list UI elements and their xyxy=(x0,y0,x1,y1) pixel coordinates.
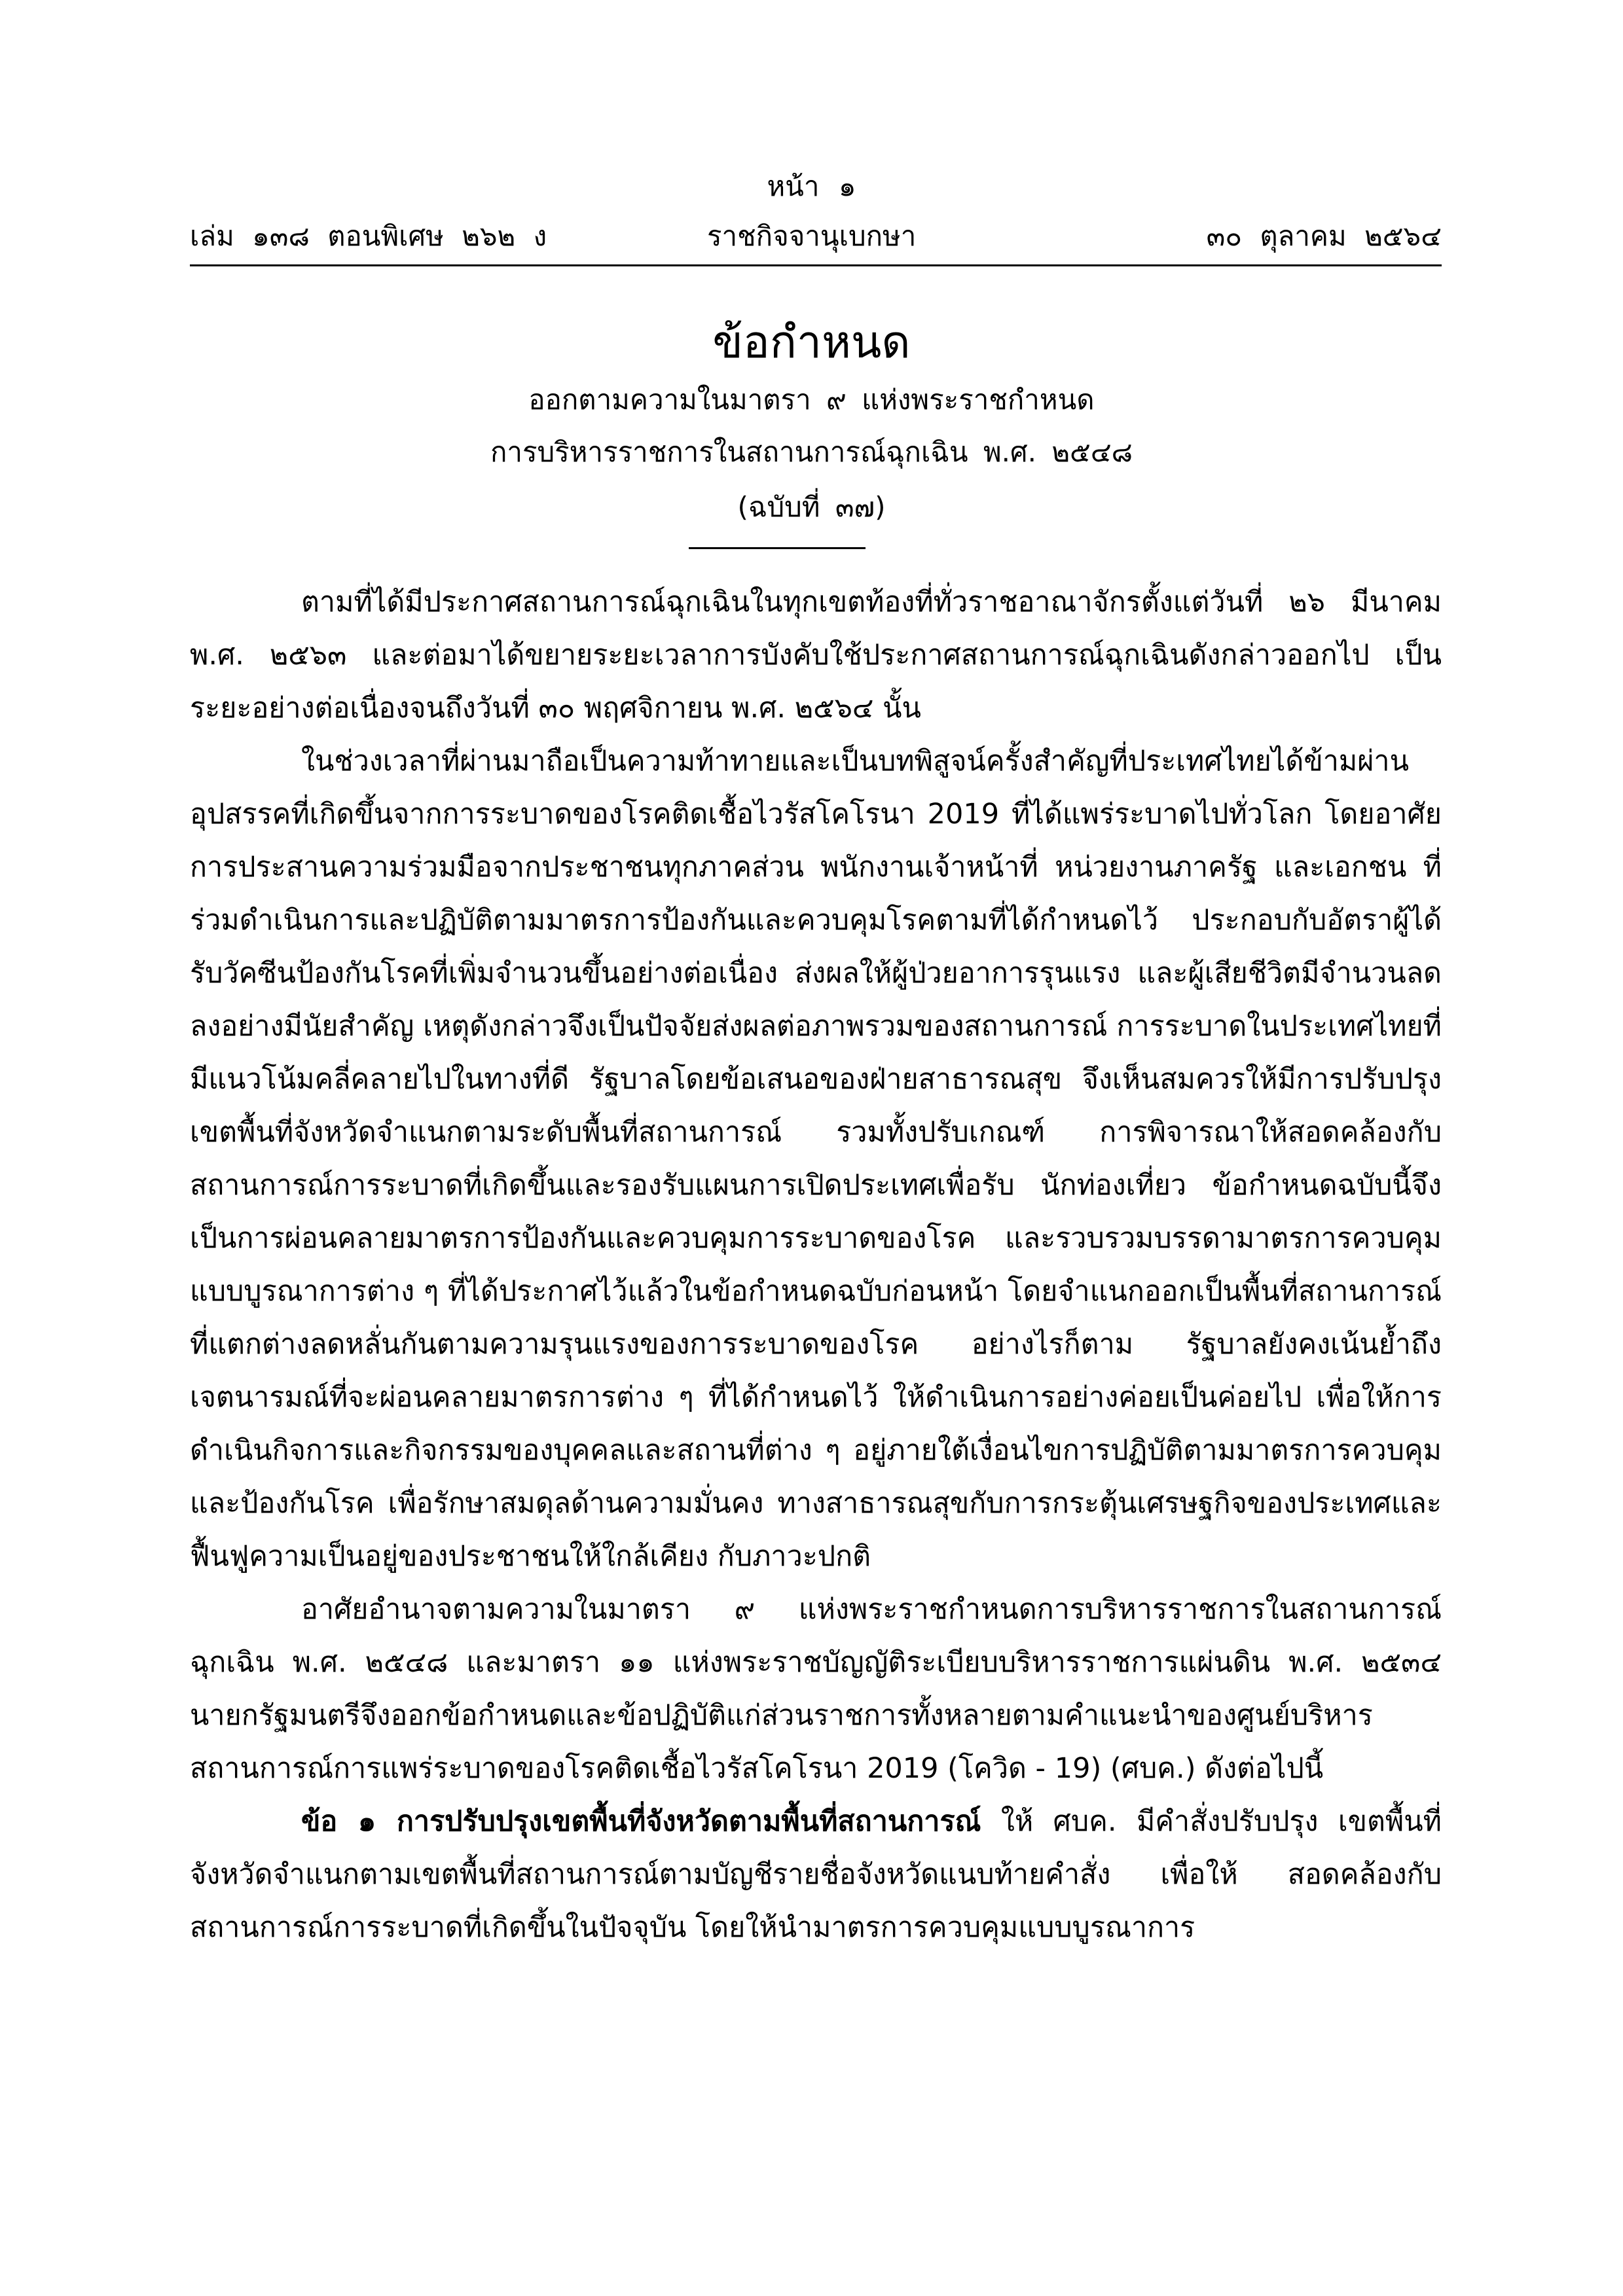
gazette-header xyxy=(190,215,1442,267)
header-divider xyxy=(190,264,1442,266)
document-edition: (ฉบับที่ ๓๗) xyxy=(737,491,886,523)
document-subtitle-line1: ออกตามความในมาตรา ๙ แห่งพระราชกำหนด xyxy=(528,384,1095,416)
clause-1 xyxy=(190,1795,1442,1954)
publication-name: ราชกิจจานุเบกษา xyxy=(707,220,917,252)
volume-info: เล่ม ๑๓๘ ตอนพิเศษ ๒๖๒ ง xyxy=(190,220,547,252)
clause-1-text: ให้ ศบค. มีคำสั่งปรับปรุง เขตพื้นที่จังหวัดจำแนกตามเขตพื้นที่สถานการณ์ตามบัญชีรายชื่อจังหวัดแนบท้ายคำสั่ง เพื่อให้ สอดคล้องกับสถานการณ์การระบาดที่เกิดขึ้นในปัจจุบัน โดยให้นำมาตรการควบคุมแบบบูรณาการ xyxy=(190,1805,1442,1944)
title-divider xyxy=(689,547,866,549)
paragraph-authority: อาศัยอำนาจตามความในมาตรา ๙ แห่งพระราชกำหนดการบริหารราชการในสถานการณ์ฉุกเฉิน พ.ศ. ๒๕๔๘ และมาตรา ๑๑ แห่งพระราชบัญญัติระเบียบบริหารราชการแผ่นดิน พ.ศ. ๒๕๓๔ นายกรัฐมนตรีจึงออกข้อกำหนดและข้อปฏิบัติแก่ส่วนราชการทั้งหลายตามคำแนะนำของศูนย์บริหาร สถานการณ์การแพร่ระบาดของโรคติดเชื้อไวรัสโคโรนา 2019 (โควิด - 19) (ศบค.) ดังต่อไปนี้ xyxy=(190,1593,1442,1785)
publication-date: ๓๐ ตุลาคม ๒๕๖๔ xyxy=(1206,220,1442,252)
document-title: ข้อกำหนด xyxy=(712,317,911,368)
document-body xyxy=(190,576,1442,1954)
clause-1-heading: ข้อ ๑ การปรับปรุงเขตพื้นที่จังหวัดตามพื้นที่สถานการณ์ xyxy=(301,1805,981,1838)
paragraph-background: ในช่วงเวลาที่ผ่านมาถือเป็นความท้าทายและเป็นบทพิสูจน์ครั้งสำคัญที่ประเทศไทยได้ข้ามผ่าน อุปสรรคที่เกิดขึ้นจากการระบาดของโรคติดเชื้อไวรัสโคโรนา 2019 ที่ได้แพร่ระบาดไปทั่วโลก โดยอาศัยการประสานความร่วมมือจากประชาชนทุกภาคส่วน พนักงานเจ้าหน้าที่ หน่วยงานภาครัฐ และเอกชน ที่ร่วมดำเนินการและปฏิบัติตามมาตรการป้องกันและควบคุมโรคตามที่ได้กำหนดไว้ ประกอบกับอัตราผู้ได้รับวัคซีนป้องกันโรคที่เพิ่มจำนวนขึ้นอย่างต่อเนื่อง ส่งผลให้ผู้ป่วยอาการรุนแรง และผู้เสียชีวิตมีจำนวนลดลงอย่างมีนัยสำคัญ เหตุดังกล่าวจึงเป็นปัจจัยส่งผลต่อภาพรวมของสถานการณ์ การระบาดในประเทศไทยที่มีแนวโน้มคลี่คลายไปในทางที่ดี รัฐบาลโดยข้อเสนอของฝ่ายสาธารณสุข จึงเห็นสมควรให้มีการปรับปรุงเขตพื้นที่จังหวัดจำแนกตามระดับพื้นที่สถานการณ์ รวมทั้งปรับเกณฑ์ การพิจารณาให้สอดคล้องกับสถานการณ์การระบาดที่เกิดขึ้นและรองรับแผนการเปิดประเทศเพื่อรับ นักท่องเที่ยว ข้อกำหนดฉบับนี้จึงเป็นการผ่อนคลายมาตรการป้องกันและควบคุมการระบาดของโรค และรวบรวมบรรดามาตรการควบคุมแบบบูรณาการต่าง ๆ ที่ได้ประกาศไว้แล้วในข้อกำหนดฉบับก่อนหน้า โดยจำแนกออกเป็นพื้นที่สถานการณ์ที่แตกต่างลดหลั่นกันตามความรุนแรงของการระบาดของโรค อย่างไรก็ตาม รัฐบาลยังคงเน้นย้ำถึงเจตนารมณ์ที่จะผ่อนคลายมาตรการต่าง ๆ ที่ได้กำหนดไว้ ให้ดำเนินการอย่างค่อยเป็นค่อยไป เพื่อให้การดำเนินกิจการและกิจกรรมของบุคคลและสถานที่ต่าง ๆ อยู่ภายใต้เงื่อนไขการปฏิบัติตามมาตรการควบคุมและป้องกันโรค เพื่อรักษาสมดุลด้านความมั่นคง ทางสาธารณสุขกับการกระตุ้นเศรษฐกิจของประเทศและฟื้นฟูความเป็นอยู่ของประชาชนให้ใกล้เคียง กับภาวะปกติ xyxy=(190,745,1442,1573)
document-subtitle-line2: การบริหารราชการในสถานการณ์ฉุกเฉิน พ.ศ. ๒๕๔๘ xyxy=(490,436,1133,468)
page-number: หน้า ๑ xyxy=(767,170,856,202)
paragraph-preamble: ตามที่ได้มีประกาศสถานการณ์ฉุกเฉินในทุกเขตท้องที่ทั่วราชอาณาจักรตั้งแต่วันที่ ๒๖ มีนาคม พ.ศ. ๒๕๖๓ และต่อมาได้ขยายระยะเวลาการบังคับใช้ประกาศสถานการณ์ฉุกเฉินดังกล่าวออกไป เป็นระยะอย่างต่อเนื่องจนถึงวันที่ ๓๐ พฤศจิกายน พ.ศ. ๒๕๖๔ นั้น xyxy=(190,586,1442,725)
